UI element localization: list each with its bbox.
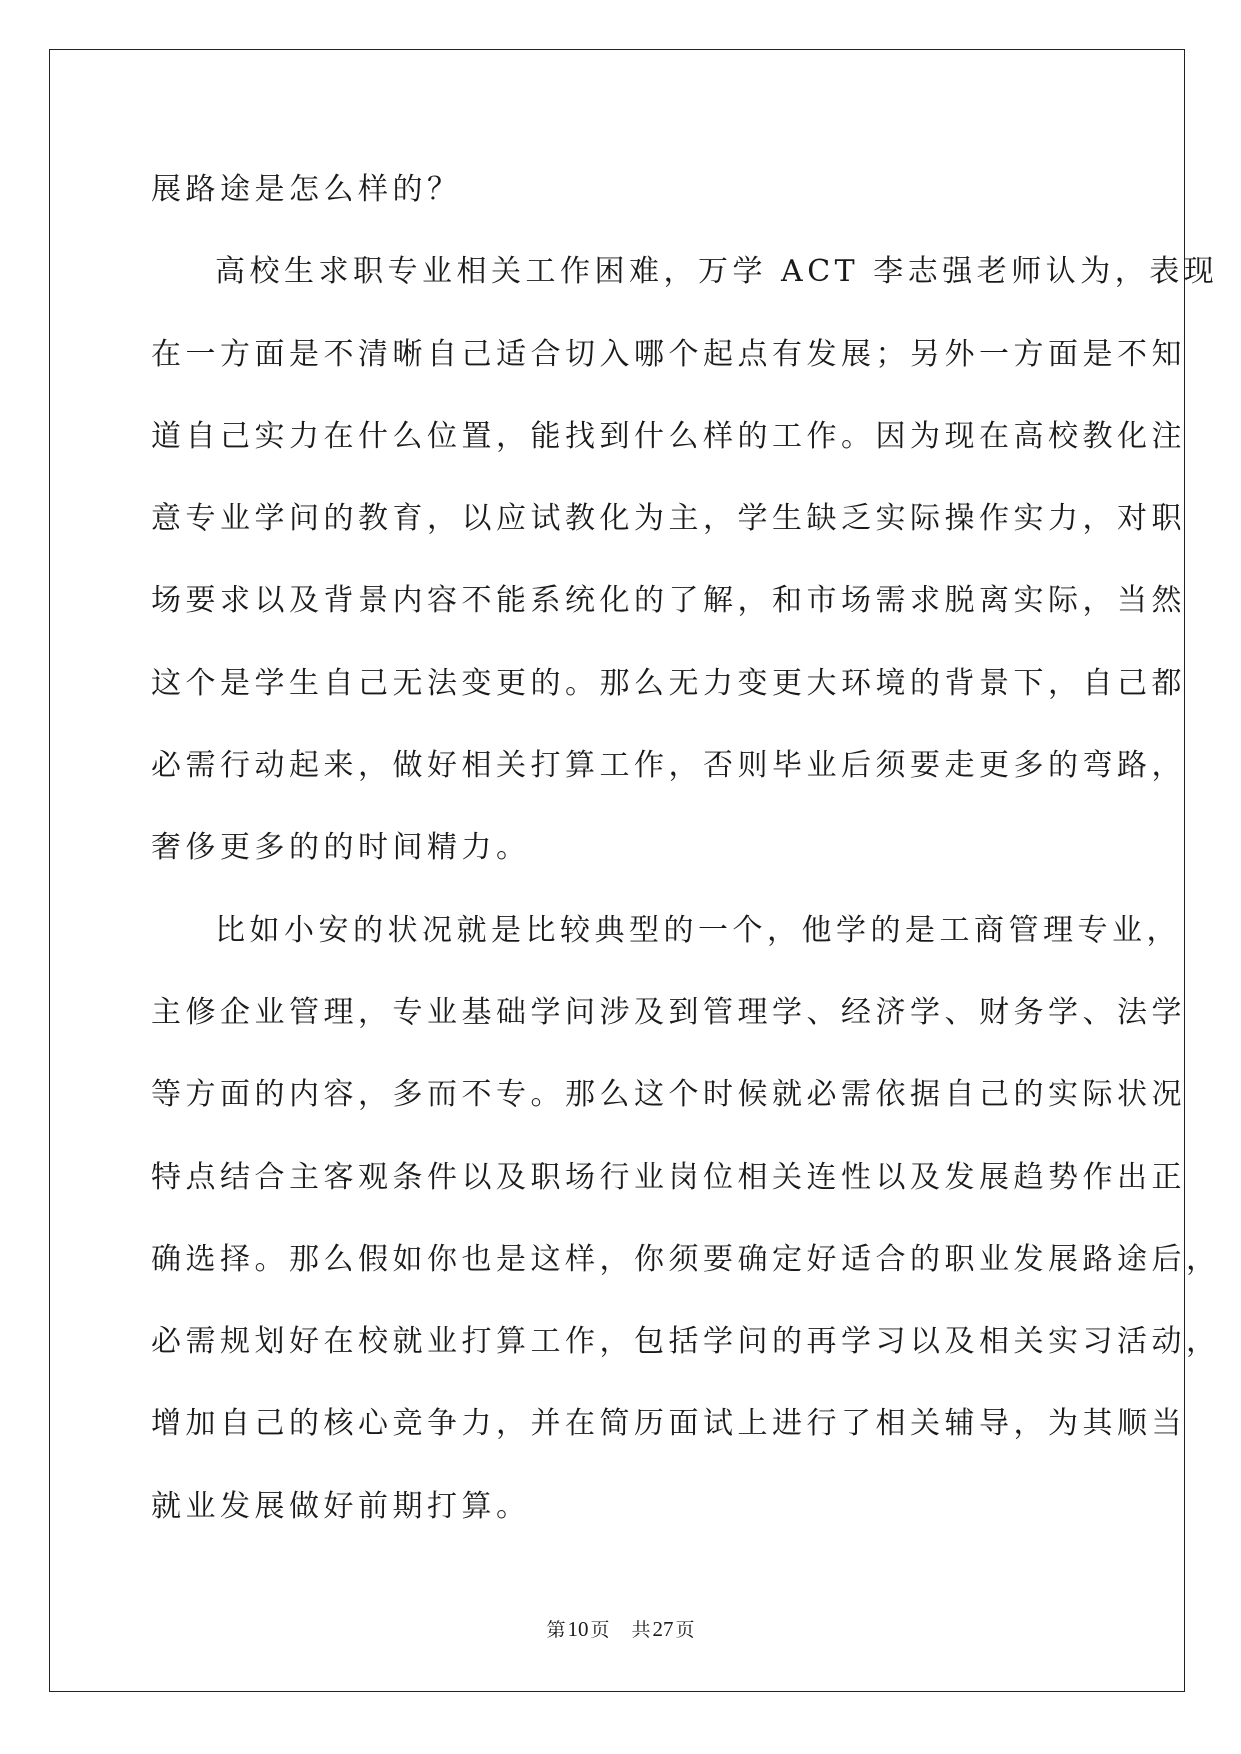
text-line: 意专业学问的教育，以应试教化为主，学生缺乏实际操作实力，对职 xyxy=(151,501,1186,537)
text-line: 等方面的内容，多而不专。那么这个时候就必需依据自己的实际状况 xyxy=(151,1077,1186,1113)
text-line: 高校生求职专业相关工作困难，万学 ACT 李志强老师认为，表现 xyxy=(215,254,1219,290)
text-line: 特点结合主客观条件以及职场行业岗位相关连性以及发展趋势作出正 xyxy=(151,1159,1186,1195)
text-line: 奢侈更多的的时间精力。 xyxy=(151,830,531,866)
text-line: 主修企业管理，专业基础学问涉及到管理学、经济学、财务学、法学 xyxy=(151,994,1186,1030)
page-footer xyxy=(0,1617,1241,1642)
text-line: 道自己实力在什么位置，能找到什么样的工作。因为现在高校教化注 xyxy=(151,418,1186,454)
text-line: 场要求以及背景内容不能系统化的了解，和市场需求脱离实际，当然 xyxy=(151,583,1186,619)
text-line: 比如小安的状况就是比较典型的一个，他学的是工商管理专业， xyxy=(215,912,1181,948)
text-line: 在一方面是不清晰自己适合切入哪个起点有发展；另外一方面是不知 xyxy=(151,336,1186,372)
text-line: 必需行动起来，做好相关打算工作，否则毕业后须要走更多的弯路， xyxy=(151,748,1186,784)
text-line: 增加自己的核心竞争力，并在简历面试上进行了相关辅导，为其顺当 xyxy=(151,1406,1186,1442)
text-line: 必需规划好在校就业打算工作，包括学问的再学习以及相关实习活动， xyxy=(151,1324,1221,1360)
total-pages-number: 27 xyxy=(652,1617,674,1641)
current-page-number: 10 xyxy=(567,1617,589,1641)
text-line: 确选择。那么假如你也是这样，你须要确定好适合的职业发展路途后， xyxy=(151,1241,1221,1277)
text-line: 展路途是怎么样的？ xyxy=(151,172,462,207)
page-label-suffix: 页 xyxy=(590,1619,610,1641)
text-line: 这个是学生自己无法变更的。那么无力变更大环境的背景下，自己都 xyxy=(151,665,1186,701)
total-label-suffix: 页 xyxy=(675,1619,695,1641)
document-body xyxy=(151,160,1221,1559)
total-label-prefix: 共 xyxy=(631,1619,651,1641)
page-label-prefix: 第 xyxy=(546,1619,566,1641)
text-line: 就业发展做好前期打算。 xyxy=(151,1488,531,1524)
